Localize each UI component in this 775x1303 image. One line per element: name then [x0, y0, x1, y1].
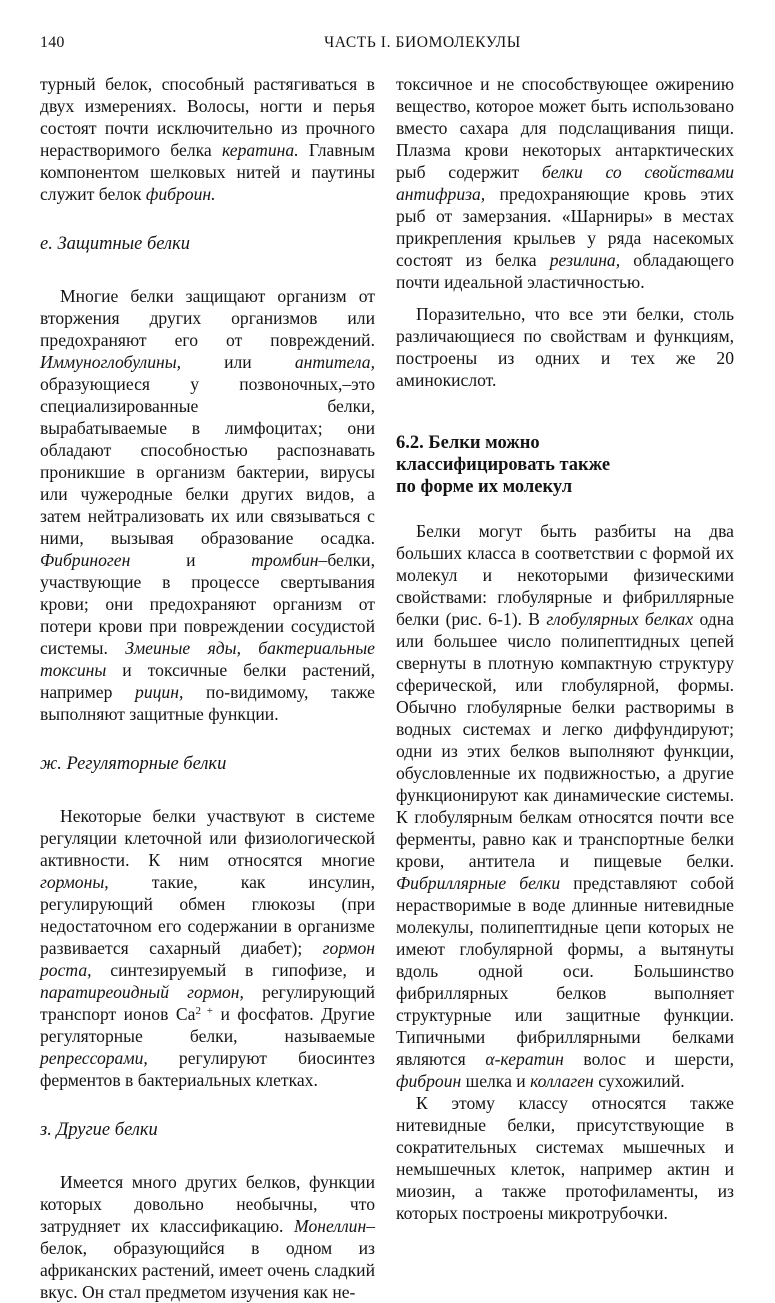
heading-other-proteins: з. Другие белки: [40, 1120, 158, 1140]
paragraph-amino-acids: Поразительно, что все эти белки, столь различающиеся по свойствам и функциям, построены из одних и тех же 20 аминокислот.: [396, 304, 734, 390]
running-title: ЧАСТЬ I. БИОМОЛЕКУЛЫ: [324, 34, 521, 51]
left-column: [40, 73, 375, 1303]
section-heading-6-2: 6.2. Белки можно классифицировать также по форме их молекул: [396, 433, 611, 497]
paragraph-keratin: турный белок, способный растягиваться в двух измерениях. Волосы, ногти и перья состоят почти исключительно из прочного нерастворимого белка кератина. Главным компонентом шелковых нитей и паутины служит белок фиброин.: [40, 74, 375, 204]
paragraph-filament-proteins: К этому классу относятся также нитевидные белки, присутствующие в сократительных системах мышечных и немышечных клеток, например актин и миозин, а также протофиламенты, из которых построены микротрубочки.: [396, 1093, 734, 1223]
paragraph-protective-proteins: Многие белки защищают организм от вторжения других организмов или предохраняют его от повреждений. Иммуноглобулины, или антитела, образующиеся у позвоночных,–это специализированные белки, вырабатываемые в лимфоцитах; они обладают способностью распознавать проникшие в организм бактерии, вирусы или чужеродные белки других видов, а затем нейтрализовать их или связываться с ними, вызывая образование осадка. Фибриноген и тромбин–белки, участвующие в процессе свертывания крови; они предохраняют организм от потери крови при повреждении сосудистой системы. Змеиные яды, бактериальные токсины и токсичные белки растений, например рицин, по-видимому, также выполняют защитные функции.: [40, 286, 375, 724]
paragraph-monellin-continued: токсичное и не способствующее ожирению вещество, которое может быть использовано вместо сахара для подслащивания пищи. Плазма крови некоторых антарктических рыб содержит белки со свойствами антифриза, предохраняющие кровь этих рыб от замерзания. «Шарниры» в местах прикрепления крыльев у ряда насекомых состоят из белка резилина, обладающего почти идеальной эластичностью.: [396, 74, 734, 292]
paragraph-regulatory-proteins: Некоторые белки участвуют в системе регуляции клеточной или физиологической активности. К ним относятся многие гормоны, такие, как инсулин, регулирующий обмен глюкозы (при недостаточном его содержании в организме развивается сахарный диабет); гормон роста, синтезируемый в гипофизе, и паратиреоидный гормон, регулирующий транспорт ионов $Ca^{2 +}$ и фосфатов. Другие регуляторные белки, называемые репрессорами, регулируют биосинтез ферментов в бактериальных клетках.: [40, 806, 375, 1090]
paragraph-other-proteins: Имеется много других белков, функции которых довольно необычны, что затрудняет их классификацию. Монеллин–белок, образующийся в одном из африканских растений, имеет очень сладкий вкус. Он стал предметом изучения как не-: [40, 1172, 375, 1302]
heading-regulatory-proteins: ж. Регуляторные белки: [40, 754, 227, 774]
heading-protective-proteins: е. Защитные белки: [40, 234, 191, 254]
page-number: 140: [40, 34, 65, 51]
paragraph-globular-fibrillar: Белки могут быть разбиты на два больших класса в соответствии с формой их молекул и некоторыми физическими свойствами: глобулярные и фибриллярные белки (рис. 6-1). В глобулярных белках одна или большее число полипептидных цепей свернуты в плотную компактную структуру сферической, или глобулярной, формы. Обычно глобулярные белки растворимы в водных системах и легко диффундируют; одни из этих белков выполняют функции, обусловленные их подвижностью, а другие функционируют как динамические системы. К глобулярным белкам относятся почти все ферменты, равно как и транспортные белки крови, антитела и пищевые белки. Фибриллярные белки представляют собой нерастворимые в воде длинные нитевидные молекулы, полипептидные цепи которых не имеют глобулярной формы, а вытянуты вдоль одной оси. Большинство фибриллярных белков выполняет структурные или защитные функции. Типичными фибриллярными белками являются α-кератин волос и шерсти, фиброин шелка и коллаген сухожилий.: [396, 521, 735, 1091]
right-column: [396, 73, 734, 1224]
